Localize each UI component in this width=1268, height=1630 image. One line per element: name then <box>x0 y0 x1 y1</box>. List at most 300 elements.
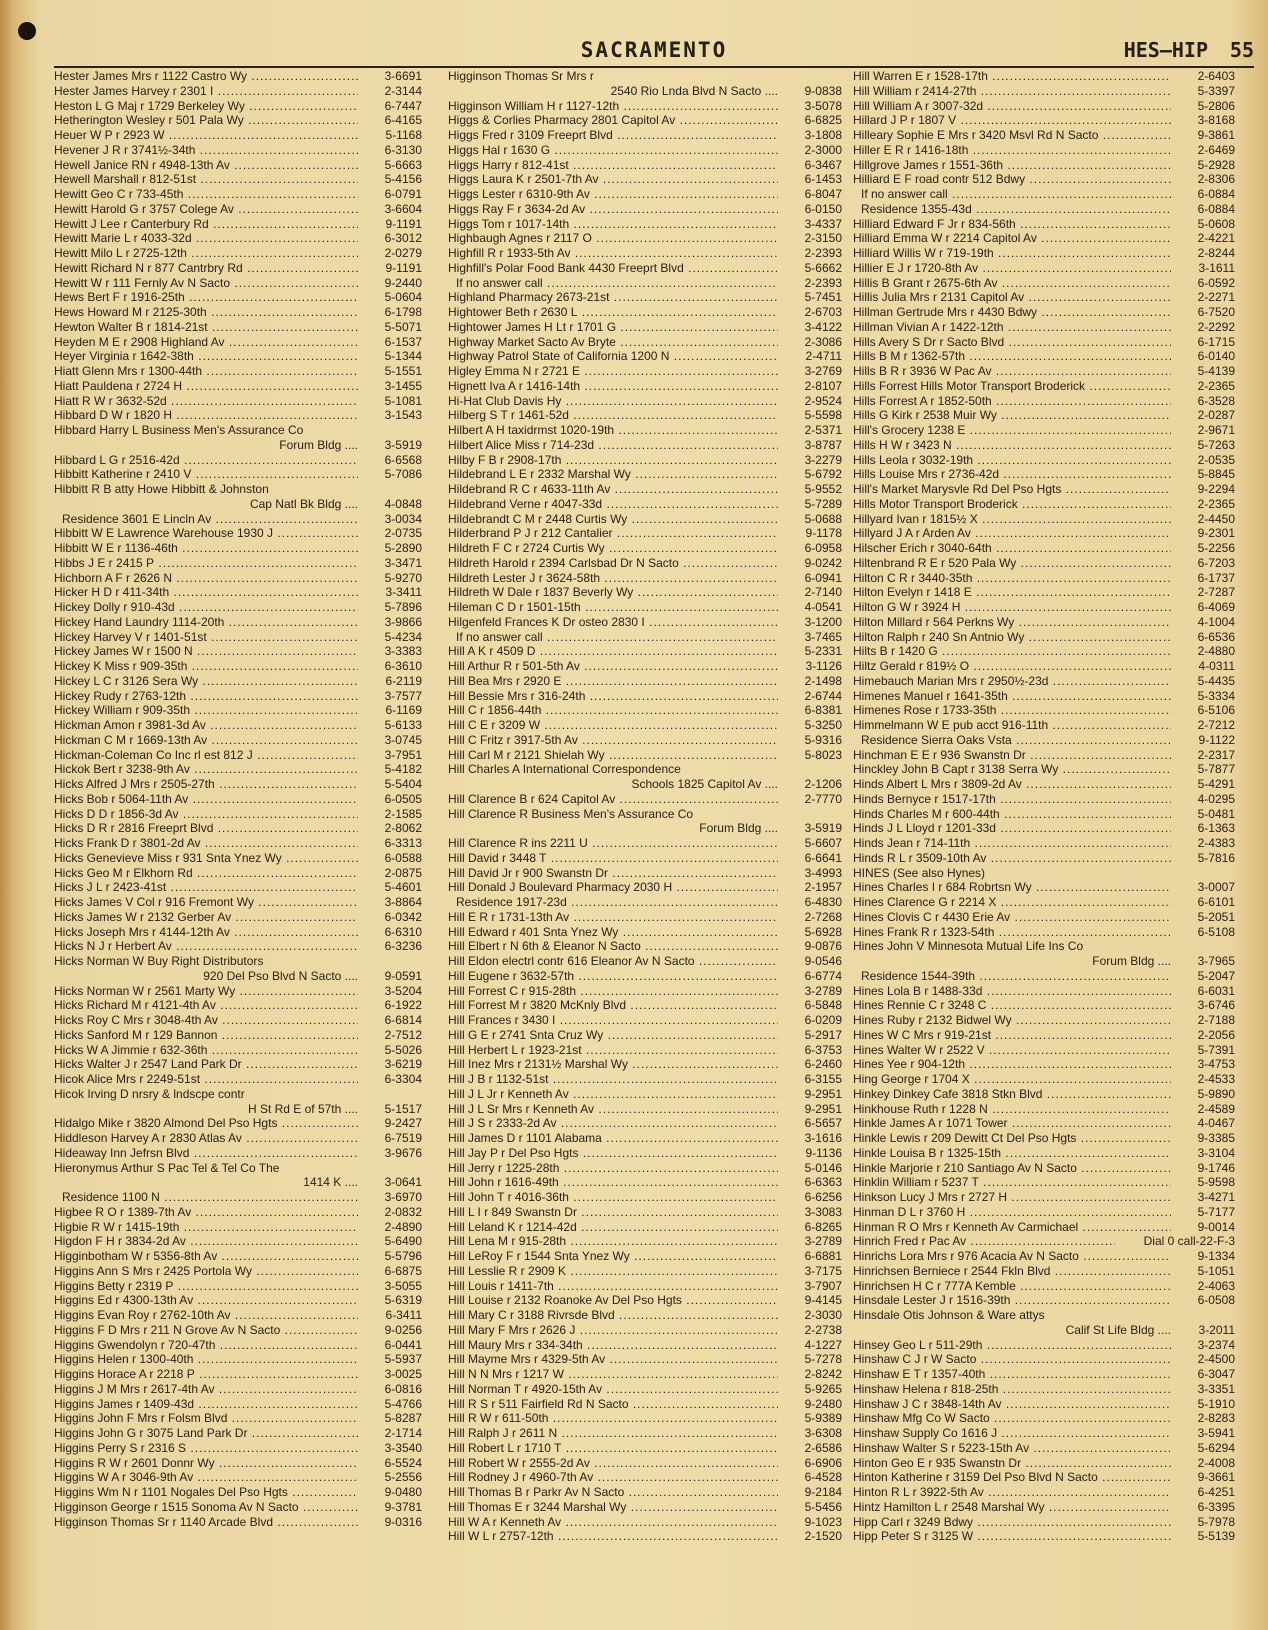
listing-name: Hicks Geo M r Elkhorn Rd ..... <box>54 866 358 881</box>
listing-name: Hill David Jr r 900 Swanstn Dr ..... <box>448 866 778 881</box>
listing-name: Hill L I r 849 Swanstn Dr ..... <box>448 1205 778 1220</box>
listing-name: Hewitt J Lee r Canterbury Rd ..... <box>54 217 358 232</box>
listing-phone: 6-0941 <box>804 570 842 585</box>
listing-phone: 9-0316 <box>384 1514 422 1529</box>
listing-phone: 5-4291 <box>1197 777 1235 791</box>
listing-entry <box>448 84 842 99</box>
listing-name: Hill Bea Mrs r 2920 E ..... <box>448 674 778 689</box>
listing-entry <box>448 571 842 586</box>
listing-name: Hilliard Edward F Jr r 834-56th ..... <box>853 217 1171 232</box>
listing-entry <box>853 394 1235 409</box>
listing-name: Hinrich Fred r Pac Av ..... <box>853 1234 1115 1249</box>
listing-phone: 6-3012 <box>384 231 422 246</box>
listing-name: Heston L G Maj r 1729 Berkeley Wy ..... <box>54 99 358 114</box>
listing-entry <box>853 1382 1235 1397</box>
listing-name: Hipp Carl r 3249 Bdwy ..... <box>853 1515 1171 1530</box>
listing-entry <box>448 866 842 881</box>
listing-phone: 2-3144 <box>384 83 422 98</box>
listing-name: Hill G E r 2741 Snta Cruz Wy ..... <box>448 1028 778 1043</box>
listing-continuation: Cap Natl Bk Bldg .... <box>244 497 358 512</box>
listing-entry <box>54 1116 422 1131</box>
listing-name: Hickman-Coleman Co Inc rl est 812 J ..... <box>54 748 358 763</box>
listing-phone: 3-3383 <box>384 644 422 659</box>
listing-phone: 6-0588 <box>384 850 422 865</box>
listing-phone: 5-5071 <box>384 319 422 334</box>
listing-name: Hinman R O Mrs r Kenneth Av Carmichael ..... <box>853 1220 1171 1235</box>
listing-phone: 5-1081 <box>384 393 422 408</box>
listing-name: Hilbert A H taxidrmst 1020-19th ..... <box>448 423 778 438</box>
listing-name: Hewitt Milo L r 2725-12th ..... <box>54 246 358 261</box>
listing-phone: 3-3351 <box>1197 1381 1235 1396</box>
listing-phone: 4-0311 <box>1198 659 1235 673</box>
listing-entry <box>448 1485 842 1500</box>
listing-phone: 6-0791 <box>384 187 422 201</box>
listing-phone: 6-1453 <box>804 172 842 187</box>
listing-name: Hildreth W Dale r 1837 Beverly Wy ..... <box>448 585 778 600</box>
listing-name: Hill Elbert r N 6th & Eleanor N Sacto ..... <box>448 939 778 954</box>
listing-name: Hinman D L r 3760 H ..... <box>853 1205 1171 1220</box>
listing-entry <box>54 954 422 969</box>
listing-name: Hills B M r 1362-57th ..... <box>853 349 1171 364</box>
listing-entry <box>448 703 842 718</box>
listing-phone: 5-2256 <box>1197 541 1235 555</box>
listing-entry <box>448 585 842 600</box>
listing-name: Hines Frank R r 1323-54th ..... <box>853 925 1171 940</box>
listing-name: Hill Lesslie R r 2909 K ..... <box>448 1264 778 1279</box>
listing-phone: 2-8242 <box>804 1367 842 1381</box>
listing-entry <box>853 969 1235 984</box>
listing-entry <box>448 1338 842 1353</box>
listing-name: Hibbard D W r 1820 H ..... <box>54 408 358 423</box>
listing-entry <box>853 1441 1235 1456</box>
listing-phone: 5-6294 <box>1197 1440 1235 1455</box>
listing-entry <box>448 969 842 984</box>
listing-entry <box>448 615 842 630</box>
listing-entry <box>853 1146 1235 1161</box>
listing-phone: 5-7816 <box>1197 850 1235 865</box>
listing-phone: 5-5796 <box>384 1249 422 1263</box>
listing-entry <box>54 1087 422 1102</box>
listing-name: Hines Yee r 904-12th ..... <box>853 1057 1171 1072</box>
listing-phone: 5-2890 <box>384 541 422 555</box>
listing-entry <box>448 246 842 261</box>
listing-phone: 4-0467 <box>1197 1116 1235 1131</box>
listing-name: Hill Bessie Mrs r 316-24th ..... <box>448 689 778 704</box>
listing-phone: 6-3411 <box>385 1308 422 1322</box>
listing-name: Hill David r 3448 T ..... <box>448 851 778 866</box>
listing-name: Hillyard J A r Arden Av ..... <box>853 526 1171 541</box>
listing-name: Hill Warren E r 1528-17th ..... <box>853 69 1171 84</box>
page-number: 55 <box>1229 38 1254 62</box>
listing-name: Hill Clarence R Business Men's Assurance Co <box>448 806 694 821</box>
listing-name: Hill R S r 511 Fairfield Rd N Sacto ..... <box>448 1397 778 1412</box>
listing-phone: 5-4601 <box>384 880 422 895</box>
listing-name: Highway Market Sacto Av Bryte ..... <box>448 335 778 350</box>
listing-phone: 5-0608 <box>1197 216 1235 231</box>
listing-name: Hieronymus Arthur S Pac Tel & Tel Co The <box>54 1160 280 1175</box>
listing-phone: 6-6641 <box>804 850 842 865</box>
listing-entry <box>853 1279 1235 1294</box>
listing-entry <box>54 408 422 423</box>
listing-entry <box>448 423 842 438</box>
listing-name: Hines W C Mrs r 919-21st ..... <box>853 1028 1171 1043</box>
listing-entry <box>448 1411 842 1426</box>
listing-entry <box>853 467 1235 482</box>
listing-entry <box>853 1338 1235 1353</box>
listing-entry <box>54 984 422 999</box>
listing-entry <box>448 379 842 394</box>
listing-phone: 6-8265 <box>804 1219 842 1234</box>
listing-phone: 6-3047 <box>1197 1367 1235 1381</box>
listing-entry <box>853 1426 1235 1441</box>
listing-phone: 2-4890 <box>384 1219 422 1234</box>
listing-phone: 5-7978 <box>1197 1514 1235 1529</box>
listing-entry <box>54 998 422 1013</box>
listing-entry <box>54 1308 422 1323</box>
listing-phone: 2-6586 <box>804 1440 842 1455</box>
listing-name: Hinds J L Lloyd r 1201-33d ..... <box>853 821 1171 836</box>
listing-entry <box>853 482 1235 497</box>
listing-name: Hill Carl M r 2121 Shielah Wy ..... <box>448 748 778 763</box>
listing-name: Hignett Iva A r 1416-14th ..... <box>448 379 778 394</box>
listing-entry <box>448 762 842 777</box>
listing-phone: 3-5204 <box>384 983 422 998</box>
listing-entry <box>853 1264 1235 1279</box>
listing-name: Hillis Julia Mrs r 2131 Capitol Av ..... <box>853 290 1171 305</box>
listing-entry <box>853 556 1235 571</box>
listing-entry <box>853 1352 1235 1367</box>
listing-phone: 6-5524 <box>384 1455 422 1470</box>
listing-entry <box>54 1367 422 1382</box>
listing-name: Hinsdale Lester J r 1516-39th ..... <box>853 1293 1171 1308</box>
listing-name: Hickok Bert r 3238-9th Av ..... <box>54 762 358 777</box>
listing-name: Hillier E J r 1720-8th Av ..... <box>853 261 1171 276</box>
listing-name: Hines Clovis C r 4430 Erie Av ..... <box>853 910 1171 925</box>
listing-phone: 9-1136 <box>805 1145 842 1160</box>
listing-name: Hill Thomas B r Parkr Av N Sacto ..... <box>448 1485 778 1500</box>
listing-name: Hinshaw Helena r 818-25th ..... <box>853 1382 1171 1397</box>
listing-phone: 3-1126 <box>805 659 842 673</box>
listing-entry <box>54 748 422 763</box>
listing-entry <box>54 1500 422 1515</box>
listing-name: Hill Robert L r 1710 T ..... <box>448 1441 778 1456</box>
listing-continuation: Forum Bldg .... <box>1086 954 1171 969</box>
listing-entry <box>853 1220 1235 1235</box>
listing-name: Hills G Kirk r 2538 Muir Wy ..... <box>853 408 1171 423</box>
listing-entry <box>853 939 1235 954</box>
listing-name: If no answer call ..... <box>853 187 1171 202</box>
listing-name: Hinshaw C J r W Sacto ..... <box>853 1352 1171 1367</box>
listing-phone: 3-6746 <box>1197 998 1235 1013</box>
listing-phone: 6-6825 <box>804 113 842 128</box>
listing-phone: 9-2480 <box>804 1396 842 1411</box>
listing-phone: 5-0688 <box>804 511 842 526</box>
listing-name: Hickey Dolly r 910-43d ..... <box>54 600 358 615</box>
listing-entry <box>448 320 842 335</box>
listing-name: Hill C Fritz r 3917-5th Av ..... <box>448 733 778 748</box>
listing-phone: 3-7965 <box>1197 954 1235 968</box>
listing-entry <box>54 836 422 851</box>
listing-entry <box>54 187 422 202</box>
listing-name: Himmelmann W E pub acct 916-11th ..... <box>853 718 1171 733</box>
listing-entry <box>54 939 422 954</box>
listing-entry <box>54 246 422 261</box>
listing-entry <box>448 1382 842 1397</box>
listing-entry <box>853 305 1235 320</box>
listing-phone: 5-0481 <box>1197 806 1235 821</box>
listing-name: Hinsdale Otis Johnson & Ware attys <box>853 1308 1045 1322</box>
listing-name: Higgins Helen r 1300-40th ..... <box>54 1352 358 1367</box>
listing-name: Hill Mary F Mrs r 2626 J ..... <box>448 1323 778 1338</box>
listing-name: Hightower Beth r 2630 L ..... <box>448 305 778 320</box>
listing-phone: 5-6490 <box>384 1234 422 1249</box>
listing-name: Hill Clarence R ins 2211 U ..... <box>448 836 778 851</box>
listing-phone: 6-7447 <box>384 98 422 113</box>
listing-entry <box>448 1367 842 1382</box>
listing-entry <box>448 202 842 217</box>
listing-name: Hing George r 1704 X ..... <box>853 1072 1171 1087</box>
listing-phone: 2-4880 <box>1197 644 1235 659</box>
listing-phone: 9-0591 <box>384 968 422 983</box>
listing-phone: 9-1746 <box>1197 1160 1235 1175</box>
listing-name: Higginbotham W r 5356-8th Av ..... <box>54 1249 358 1264</box>
listing-name: Hewton Walter B r 1814-21st ..... <box>54 320 358 335</box>
listing-phone: 6-1169 <box>385 703 422 718</box>
listing-phone: 2-9671 <box>1197 423 1235 437</box>
listing-entry <box>54 320 422 335</box>
listing-phone: 2-4589 <box>1197 1101 1235 1116</box>
listing-phone: 2-3086 <box>804 334 842 349</box>
listing-phone: 6-4069 <box>1197 600 1235 614</box>
listing-name: Higbie R W r 1415-19th ..... <box>54 1220 358 1235</box>
listing-name: Higgs Ray F r 3634-2d Av ..... <box>448 202 778 217</box>
listing-entry <box>448 851 842 866</box>
listing-phone: 5-2556 <box>384 1470 422 1485</box>
listing-name: Hill W A r Kenneth Av ..... <box>448 1515 778 1530</box>
listing-phone: 3-7951 <box>384 747 422 762</box>
listing-name: Residence Sierra Oaks Vsta ..... <box>853 733 1171 748</box>
listing-entry <box>448 526 842 541</box>
listing-entry <box>448 1205 842 1220</box>
listing-name: Higgs Lester r 6310-9th Av ..... <box>448 187 778 202</box>
listing-name: Hicks J L r 2423-41st ..... <box>54 880 358 895</box>
listing-entry <box>448 1293 842 1308</box>
listing-phone: 3-8864 <box>384 895 422 909</box>
listing-phone: 6-1922 <box>384 998 422 1013</box>
listing-name: Hibbitt W E Lawrence Warehouse 1930 J ..... <box>54 526 358 541</box>
listing-name: Hickman C M r 1669-13th Av ..... <box>54 733 358 748</box>
listing-entry <box>853 1175 1235 1190</box>
listing-name: Hinds Bernyce r 1517-17th ..... <box>853 792 1171 807</box>
listing-phone: 6-6256 <box>804 1190 842 1204</box>
listing-phone: 6-0441 <box>384 1337 422 1352</box>
listing-phone: 3-4753 <box>1197 1057 1235 1072</box>
listing-entry <box>853 113 1235 128</box>
listing-phone: 3-7577 <box>384 688 422 703</box>
listing-phone: 5-6319 <box>384 1293 422 1308</box>
listing-phone: 6-6875 <box>384 1263 422 1278</box>
listing-entry <box>54 1175 422 1190</box>
listing-phone: 2-2056 <box>1197 1027 1235 1042</box>
listing-phone: 3-5919 <box>804 821 842 836</box>
listing-entry <box>54 1397 422 1412</box>
listing-name: Hinkson Lucy J Mrs r 2727 H ..... <box>853 1190 1171 1205</box>
listing-name: Hichborn A F r 2626 N ..... <box>54 571 358 586</box>
listing-phone: 2-2738 <box>804 1322 842 1337</box>
listing-entry <box>853 1515 1235 1530</box>
listing-phone: 2-2365 <box>1197 496 1235 511</box>
listing-name: Hill A K r 4509 D ..... <box>448 644 778 659</box>
listing-entry <box>853 748 1235 763</box>
listing-entry <box>448 821 842 836</box>
listing-name: Hilliard Emma W r 2214 Capitol Av ..... <box>853 231 1171 246</box>
listing-name: Hill Jerry r 1225-28th ..... <box>448 1161 778 1176</box>
listing-name: Hildebrand R C r 4633-11th Av ..... <box>448 482 778 497</box>
listing-entry <box>853 1190 1235 1205</box>
listing-entry <box>853 526 1235 541</box>
listing-name: Highland Pharmacy 2673-21st ..... <box>448 290 778 305</box>
listing-entry <box>853 541 1235 556</box>
listing-name: Hi-Hat Club Davis Hy ..... <box>448 394 778 409</box>
listing-name: Higgs Harry r 812-41st ..... <box>448 158 778 173</box>
listing-entry <box>853 187 1235 202</box>
listing-entry <box>853 762 1235 777</box>
listing-name: Hicks Roy C Mrs r 3048-4th Av ..... <box>54 1013 358 1028</box>
listing-entry <box>853 866 1235 881</box>
listing-name: Hewell Janice RN r 4948-13th Av ..... <box>54 158 358 173</box>
listing-entry <box>54 172 422 187</box>
listing-entry <box>448 276 842 291</box>
listing-name: Hines Rennie C r 3248 C ..... <box>853 998 1171 1013</box>
listing-phone: 5-8287 <box>384 1411 422 1426</box>
listing-entry <box>853 1057 1235 1072</box>
listing-name: Higginson Thomas Sr r 1140 Arcade Blvd ..... <box>54 1515 358 1530</box>
listing-phone: 3-1808 <box>804 128 842 142</box>
listing-phone: 6-0140 <box>1197 349 1235 364</box>
listing-phone: 2-7188 <box>1197 1013 1235 1027</box>
listing-phone: 9-3861 <box>1197 128 1235 142</box>
listing-entry <box>54 1456 422 1471</box>
listing-phone: 2-0535 <box>1197 452 1235 467</box>
listing-entry <box>54 1043 422 1058</box>
listing-phone: 3-3471 <box>384 555 422 570</box>
listing-entry <box>54 866 422 881</box>
listing-name: Hill Robert W r 2555-2d Av ..... <box>448 1456 778 1471</box>
listing-phone: 5-4234 <box>384 629 422 644</box>
listing-phone: 6-6031 <box>1197 983 1235 998</box>
listing-phone: 5-1551 <box>384 364 422 378</box>
listing-name: Hill Louis r 1411-7th ..... <box>448 1279 778 1294</box>
listing-entry <box>54 718 422 733</box>
listing-entry <box>448 939 842 954</box>
listing-entry <box>54 644 422 659</box>
listing-phone: 6-6568 <box>384 452 422 467</box>
listing-phone: 5-9316 <box>804 732 842 747</box>
listing-entry <box>853 1028 1235 1043</box>
listing-phone: 2-1520 <box>804 1529 842 1544</box>
listing-entry <box>448 1500 842 1515</box>
listing-phone: 5-7086 <box>384 467 422 482</box>
listing-phone: 3-6970 <box>384 1190 422 1204</box>
listing-entry <box>54 1352 422 1367</box>
listing-entry <box>853 1249 1235 1264</box>
listing-name: Hicok Alice Mrs r 2249-51st ..... <box>54 1072 358 1087</box>
listing-entry <box>448 1456 842 1471</box>
listing-name: Higgins Horace A r 2218 P ..... <box>54 1367 358 1382</box>
listing-entry <box>54 231 422 246</box>
listing-name: Himenes Manuel r 1641-35th ..... <box>853 689 1171 704</box>
listing-name: Hickey L C r 3126 Sera Wy ..... <box>54 674 358 689</box>
listing-phone: 9-0242 <box>804 555 842 570</box>
listing-name: Hickey Hand Laundry 1114-20th ..... <box>54 615 358 630</box>
listing-name: Hillyard Ivan r 1815½ X ..... <box>853 512 1171 527</box>
listing-entry <box>448 659 842 674</box>
listing-entry <box>448 231 842 246</box>
listing-column-2 <box>448 69 842 1544</box>
listing-name: Hill J L Sr Mrs r Kenneth Av ..... <box>448 1102 778 1117</box>
listing-name: Hill Mayme Mrs r 4329-5th Av ..... <box>448 1352 778 1367</box>
listing-entry <box>54 349 422 364</box>
listing-phone: 2-7770 <box>804 791 842 806</box>
listing-name: Hinkle Marjorie r 210 Santiago Av N Sacto ..... <box>853 1161 1171 1176</box>
listing-entry <box>853 1102 1235 1117</box>
listing-name: Residence 1100 N ..... <box>54 1190 358 1205</box>
listing-name: Hill James D r 1101 Alabama ..... <box>448 1131 778 1146</box>
listing-phone: 6-3467 <box>804 157 842 172</box>
listing-entry <box>448 1515 842 1530</box>
listing-entry <box>448 128 842 143</box>
listing-phone: 3-3083 <box>804 1204 842 1219</box>
listing-name: Hills Forrest A r 1852-50th ..... <box>853 394 1171 409</box>
listing-entry <box>54 276 422 291</box>
listing-entry <box>853 1043 1235 1058</box>
listing-entry <box>448 792 842 807</box>
listing-name: Higgins R W r 2601 Donnr Wy ..... <box>54 1456 358 1471</box>
listing-entry <box>853 630 1235 645</box>
listing-phone: 3-2011 <box>1198 1322 1235 1337</box>
listing-phone: 2-8107 <box>804 378 842 393</box>
listing-phone: 2-1498 <box>804 673 842 688</box>
listing-name: Hinchman E E r 936 Swanstn Dr ..... <box>853 748 1171 763</box>
listing-phone: 2-2317 <box>1197 747 1235 762</box>
listing-name: Hilts B r 1420 G ..... <box>853 644 1171 659</box>
listing-entry <box>853 571 1235 586</box>
listing-entry <box>448 644 842 659</box>
listing-phone: 5-9270 <box>384 570 422 585</box>
listing-entry <box>448 438 842 453</box>
listing-entry <box>448 1072 842 1087</box>
listing-phone: 9-2294 <box>1197 482 1235 496</box>
listing-name: Hicks James V Col r 916 Fremont Wy ..... <box>54 895 358 910</box>
listing-entry <box>448 113 842 128</box>
listing-name: Higgs Tom r 1017-14th ..... <box>448 217 778 232</box>
listing-phone: 3-3540 <box>384 1440 422 1455</box>
listing-phone: 2-8283 <box>1197 1411 1235 1426</box>
listing-entry <box>853 320 1235 335</box>
listing-name: Hildreth Harold r 2394 Carlsbad Dr N Sacto ..... <box>448 556 778 571</box>
binding-hole <box>18 22 36 40</box>
listing-phone: 3-0034 <box>384 511 422 526</box>
listing-entry <box>54 128 422 143</box>
listing-name: Hill Forrest C r 915-28th ..... <box>448 984 778 999</box>
listing-entry <box>853 1529 1235 1544</box>
listing-name: Hill Jay P r Del Pso Hgts ..... <box>448 1146 778 1161</box>
listing-name: Higgins Evan Roy r 2762-10th Av ..... <box>54 1308 358 1323</box>
listing-entry <box>448 748 842 763</box>
listing-phone: 2-4063 <box>1197 1278 1235 1293</box>
listing-phone: 2-1206 <box>804 777 842 791</box>
listing-entry <box>54 1249 422 1264</box>
